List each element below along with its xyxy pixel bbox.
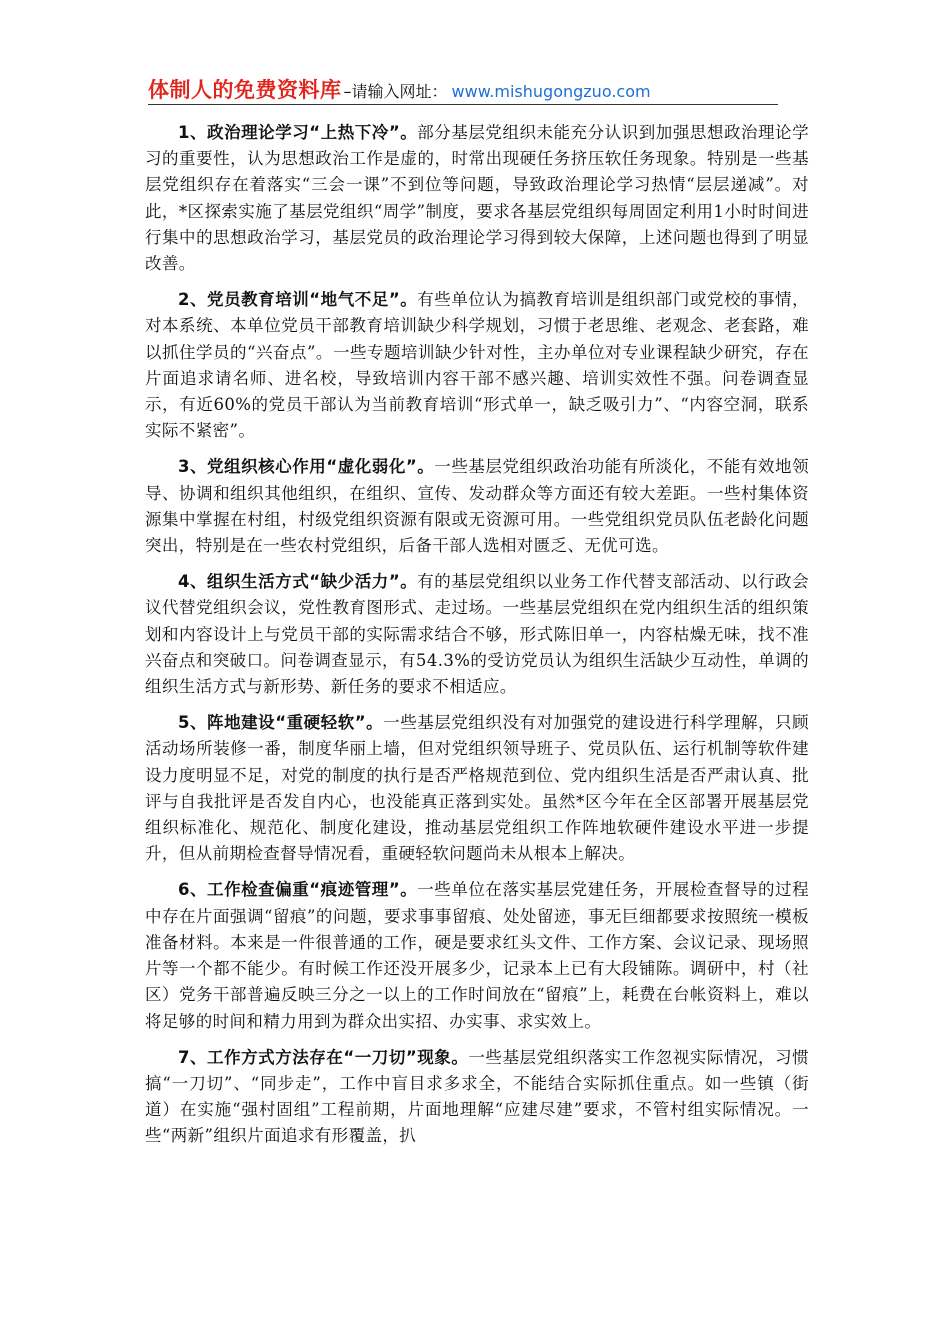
- paragraph-2: [145, 287, 809, 444]
- paragraph-heading: 3、党组织核心作用“虚化弱化”。: [178, 457, 435, 477]
- paragraph-text: 一些基层党组织没有对加强党的建设进行科学理解，只顾活动场所装修一番，制度华丽上墙，但对党组织领导班子、党员队伍、运行机制等软件建设力度明显不足，对党的制度的执行是否严格规范到位、党内组织生活是否严肃认真、批评与自我批评是否发自内心，也没能真正落到实处。虽然*区今年在全区部署开展基层党组织标准化、规范化、制度化建设，推动基层党组织工作阵地软硬件建设水平进一步提升，但从前期检查督导情况看，重硬轻软问题尚未从根本上解决。: [145, 713, 809, 864]
- paragraph-text: 一些基层党组织落实工作忽视实际情况，习惯搞“一刀切”、“同步走”，工作中盲目求多求全，不能结合实际抓住重点。如一些镇（街道）在实施“强村固组”工程前期，片面地理解“应建尽建”要求，不管村组实际情况。一些“两新”组织片面追求有形覆盖，扒: [145, 1047, 810, 1146]
- paragraph-6: [145, 877, 809, 1034]
- paragraph-3: [145, 454, 809, 559]
- paragraph-text: 一些单位在落实基层党建任务，开展检查督导的过程中存在片面强调“留痕”的问题，要求事事留痕、处处留迹，事无巨细都要求按照统一模板准备材料。本来是一件很普通的工作，硬是要求红头文件、工作方案、会议记录、现场照片等一个都不能少。有时候工作还没开展多少，记录本上已有大段铺陈。调研中，村（社区）党务干部普遍反映三分之一以上的工作时间放在“留痕”上，耗费在台帐资料上，难以将足够的时间和精力用到为群众出实招、办实事、求实效上。: [145, 880, 809, 1031]
- paragraph-7: [145, 1045, 809, 1150]
- paragraph-text: 部分基层党组织未能充分认识到加强思想政治理论学习的重要性，认为思想政治工作是虚的，时常出现硬任务挤压软任务现象。特别是一些基层党组织存在着落实“三会一课”不到位等问题，导致政治理论学习热情“层层递减”。对此，*区探索实施了基层党组织“周学”制度，要求各基层党组织每周固定利用1小时时间进行集中的思想政治学习，基层党员的政治理论学习得到较大保障，上述问题也得到了明显改善。: [145, 123, 809, 274]
- paragraph-5: [145, 710, 809, 867]
- paragraph-heading: 2、党员教育培训“地气不足”。: [178, 290, 418, 310]
- paragraph-heading: 4、组织生活方式“缺少活力”。: [178, 572, 418, 592]
- paragraph-1: [145, 120, 809, 277]
- brand-title: 体制人的免费资料库: [148, 78, 342, 102]
- paragraph-heading: 6、工作检查偏重“痕迹管理”。: [178, 880, 418, 900]
- site-header: [148, 74, 778, 105]
- paragraph-text: 有的基层党组织以业务工作代替支部活动、以行政会议代替党组织会议，党性教育图形式、走过场。一些基层党组织在党内组织生活的组织策划和内容设计上与党员干部的实际需求结合不够，形式陈旧单一，内容枯燥无味，找不准兴奋点和突破口。问卷调查显示，有54.3%的受访党员认为组织生活缺少互动性，单调的组织生活方式与新形势、新任务的要求不相适应。: [145, 572, 809, 697]
- site-url-link[interactable]: www.mishugongzuo.com: [451, 82, 651, 101]
- paragraph-heading: 1、政治理论学习“上热下冷”。: [178, 123, 418, 142]
- paragraph-heading: 5、阵地建设“重硬轻软”。: [178, 713, 384, 733]
- document-body: [145, 120, 809, 1160]
- paragraph-4: [145, 569, 809, 700]
- paragraph-text: 一些基层党组织政治功能有所淡化，不能有效地领导、协调和组织其他组织，在组织、宣传、发动群众等方面还有较大差距。一些村集体资源集中掌握在村组，村级党组织资源有限或无资源可用。一些党组织党员队伍老龄化问题突出，特别是在一些农村党组织，后备干部人选相对匮乏、无优可选。: [145, 457, 809, 556]
- url-prompt: –请输入网址：: [343, 82, 448, 101]
- paragraph-text: 有些单位认为搞教育培训是组织部门或党校的事情，对本系统、本单位党员干部教育培训缺少科学规划，习惯于老思维、老观念、老套路，难以抓住学员的“兴奋点”。一些专题培训缺少针对性，主办单位对专业课程缺少研究，存在片面追求请名师、进名校，导致培训内容干部不感兴趣、培训实效性不强。问卷调查显示，有近60%的党员干部认为当前教育培训“形式单一，缺乏吸引力”、“内容空洞，联系实际不紧密”。: [145, 290, 809, 441]
- paragraph-heading: 7、工作方式方法存在“一刀切”现象。: [178, 1047, 469, 1067]
